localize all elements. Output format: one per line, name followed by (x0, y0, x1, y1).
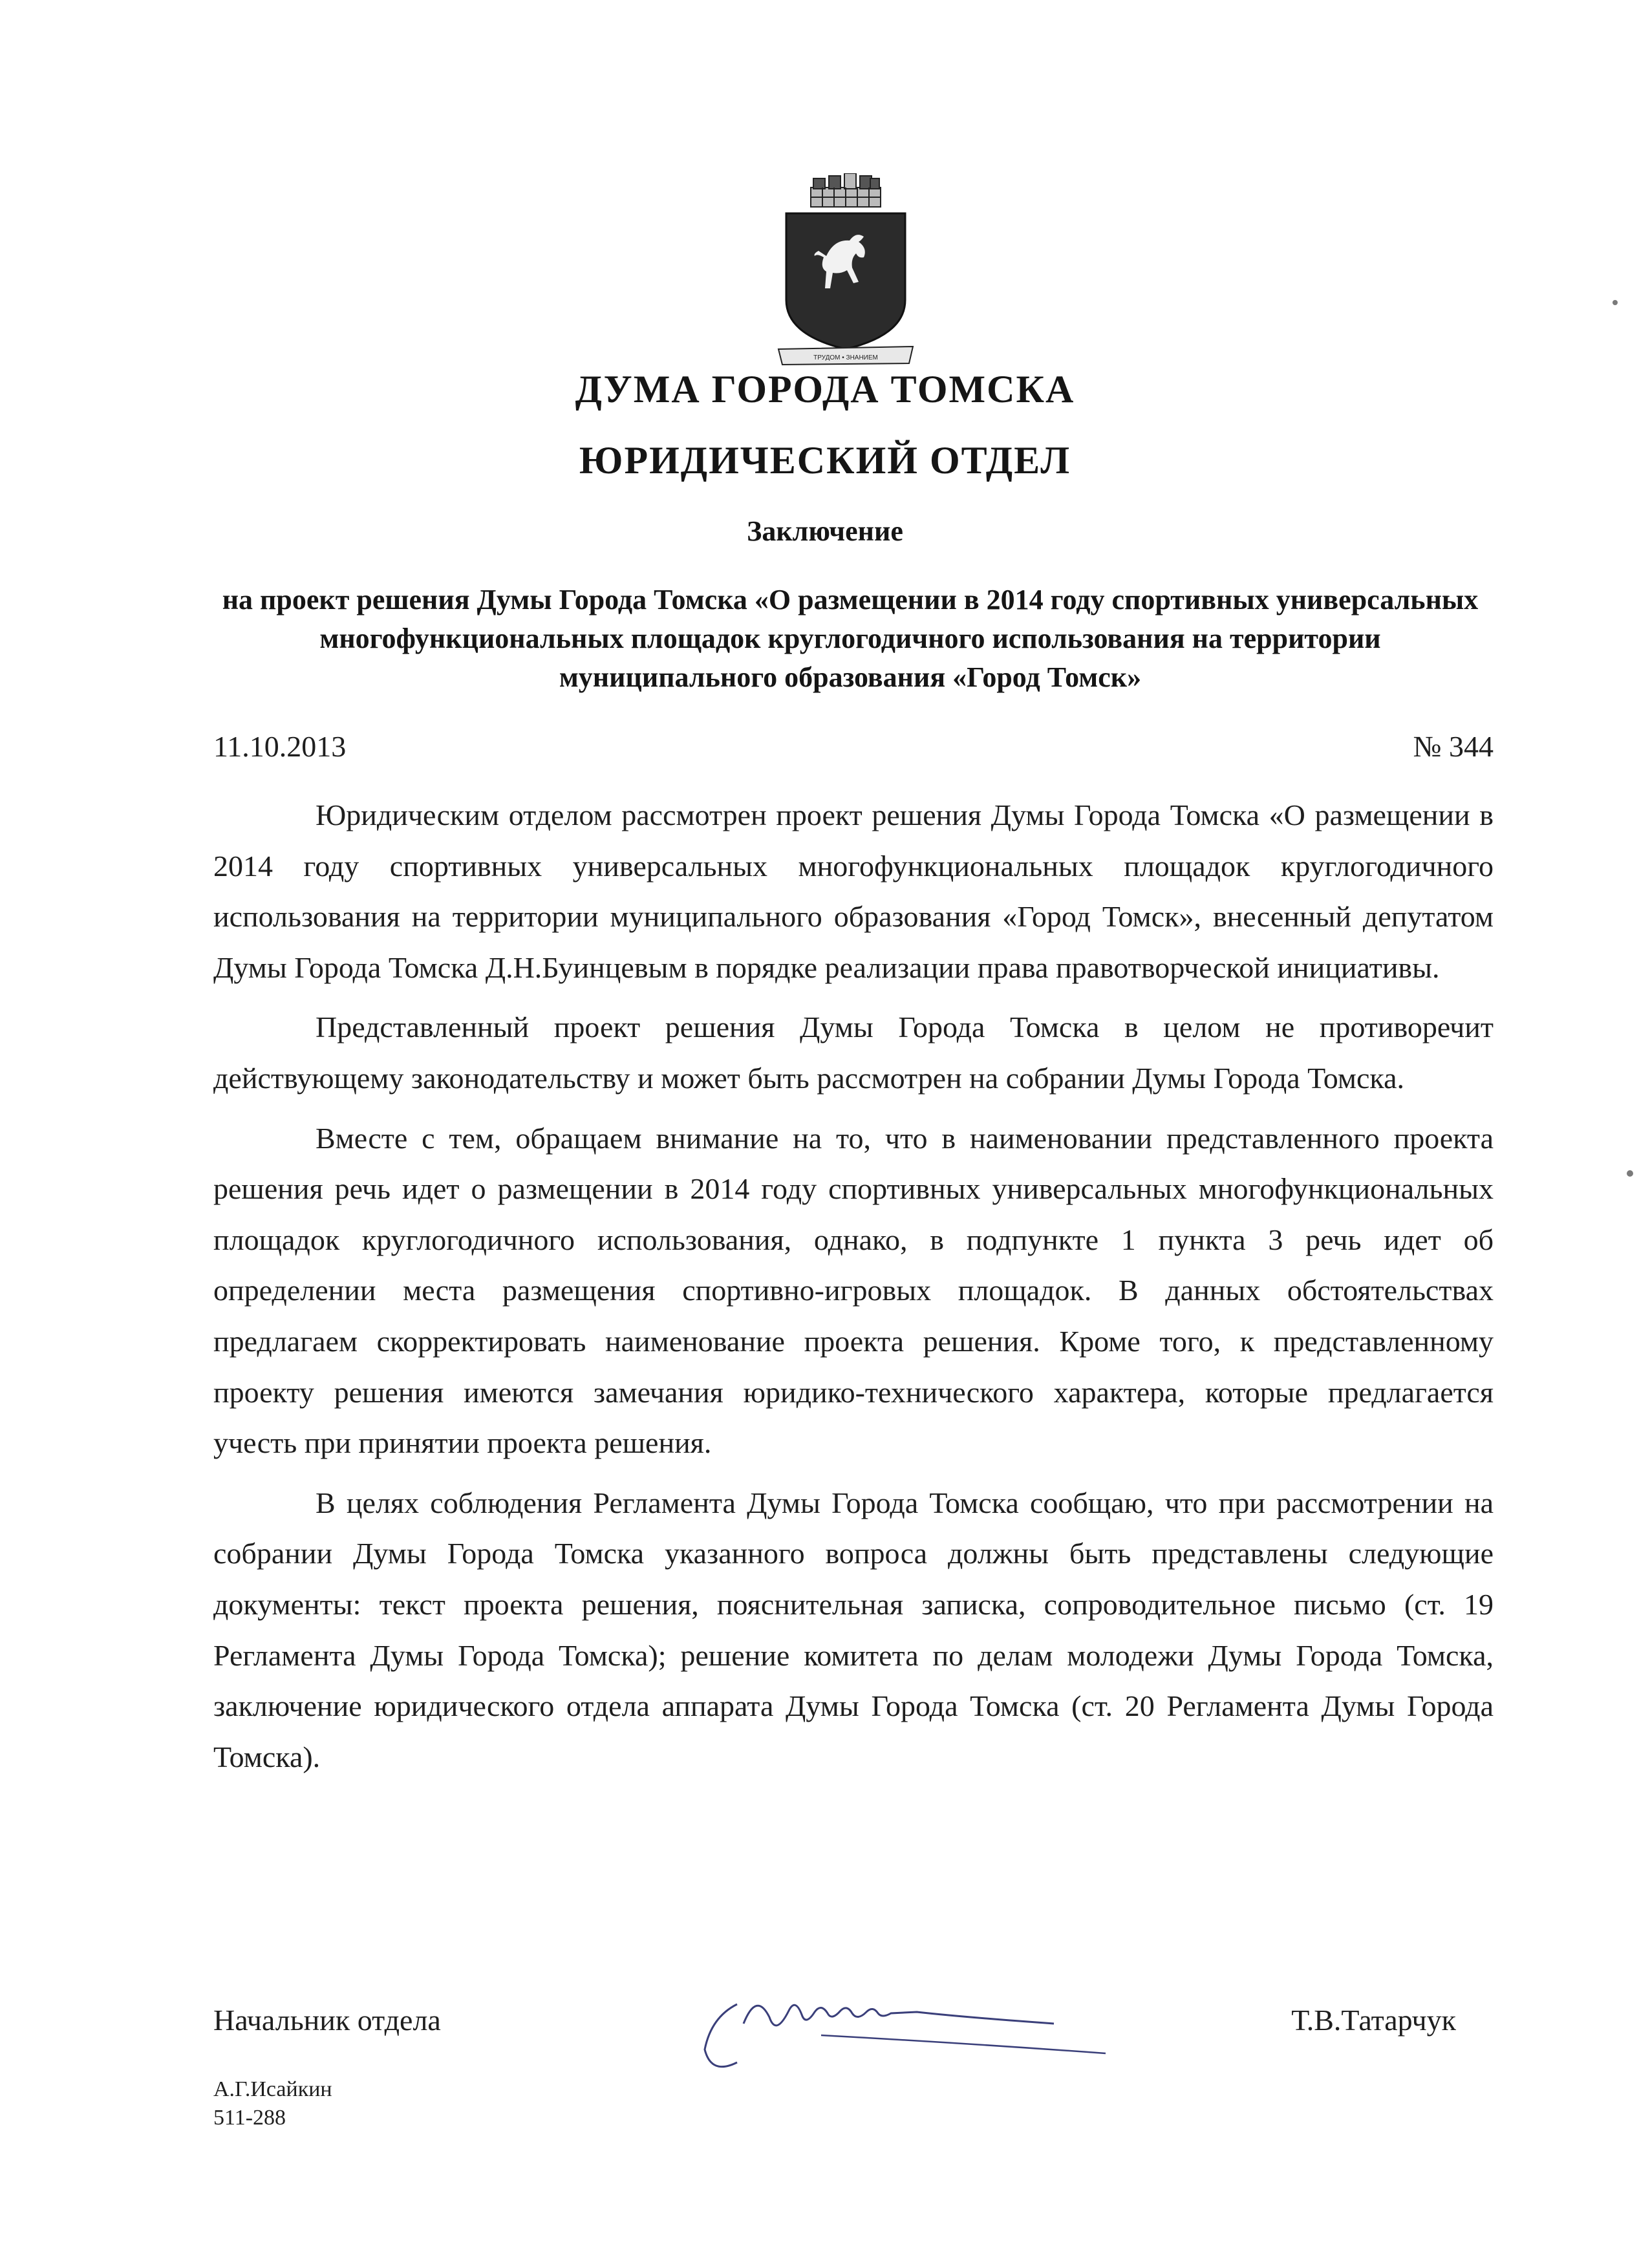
document-number: № 344 (1413, 730, 1494, 763)
executor-info (213, 2075, 332, 2132)
department-name: ЮРИДИЧЕСКИЙ ОТДЕЛ (579, 439, 1071, 482)
document-type: Заключение (747, 515, 903, 547)
document-body (213, 790, 1494, 1792)
body-paragraph: Вместе с тем, обращаем внимание на то, что в наименовании представленного проекта решения речь идет о размещении в 2014 году спортивных универсальных многофункциональных площадок круглогодичного использования, однако, в подпункте 1 пункта 3 речь идет об определении места размещения спортивно-игровых площадок. В данных обстоятельствах предлагаем скорректировать наименование проекта решения. Кроме того, к представленному проекту решения имеются замечания юридико-технического характера, которые предлагается учесть при принятии проекта решения. (213, 1121, 1494, 1460)
body-paragraph: Представленный проект решения Думы Города Томска в целом не противоречит действующему законодательству и может быть рассмотрен на собрании Думы Города Томска. (213, 1011, 1494, 1095)
signatory-title: Начальник отдела (213, 2004, 441, 2037)
document-date: 11.10.2013 (213, 730, 347, 763)
signatory-name: Т.В.Татарчук (1291, 2004, 1456, 2037)
tomsk-coat-of-arms-emblem (773, 173, 918, 374)
executor-phone: 511-288 (213, 2106, 286, 2130)
organization-name: ДУМА ГОРОДА ТОМСКА (575, 368, 1075, 411)
emblem-motto: ТРУДОМ • ЗНАНИЕМ (813, 354, 878, 361)
body-paragraph: Юридическим отделом рассмотрен проект решения Думы Города Томска «О размещении в 2014 году спортивных универсальных многофункциональных площадок круглогодичного использования на территории муниципального образования «Город Томск», внесенный депутатом Думы Города Томска Д.Н.Буинцевым в порядке реализации права правотворческой инициативы. (213, 798, 1494, 984)
handwritten-signature (692, 1978, 1157, 2082)
executor-name: А.Г.Исайкин (213, 2077, 332, 2101)
document-subject: на проект решения Думы Города Томска «О размещении в 2014 году спортивных универсальных многофункциональных площадок круглогодичного использования на территории муниципального образования «Город Томск» (222, 584, 1479, 693)
scan-speck (1627, 1170, 1633, 1177)
body-paragraph: В целях соблюдения Регламента Думы Города Томска сообщаю, что при рассмотрении на собрании Думы Города Томска указанного вопроса должны быть представлены следующие документы: текст проекта решения, пояснительная записка, сопроводительное письмо (ст. 19 Регламента Думы Города Томска); решение комитета по делам молодежи Думы Города Томска, заключение юридического отдела аппарата Думы Города Томска (ст. 20 Регламента Думы Города Томска). (213, 1486, 1494, 1773)
scan-speck (1612, 300, 1618, 305)
